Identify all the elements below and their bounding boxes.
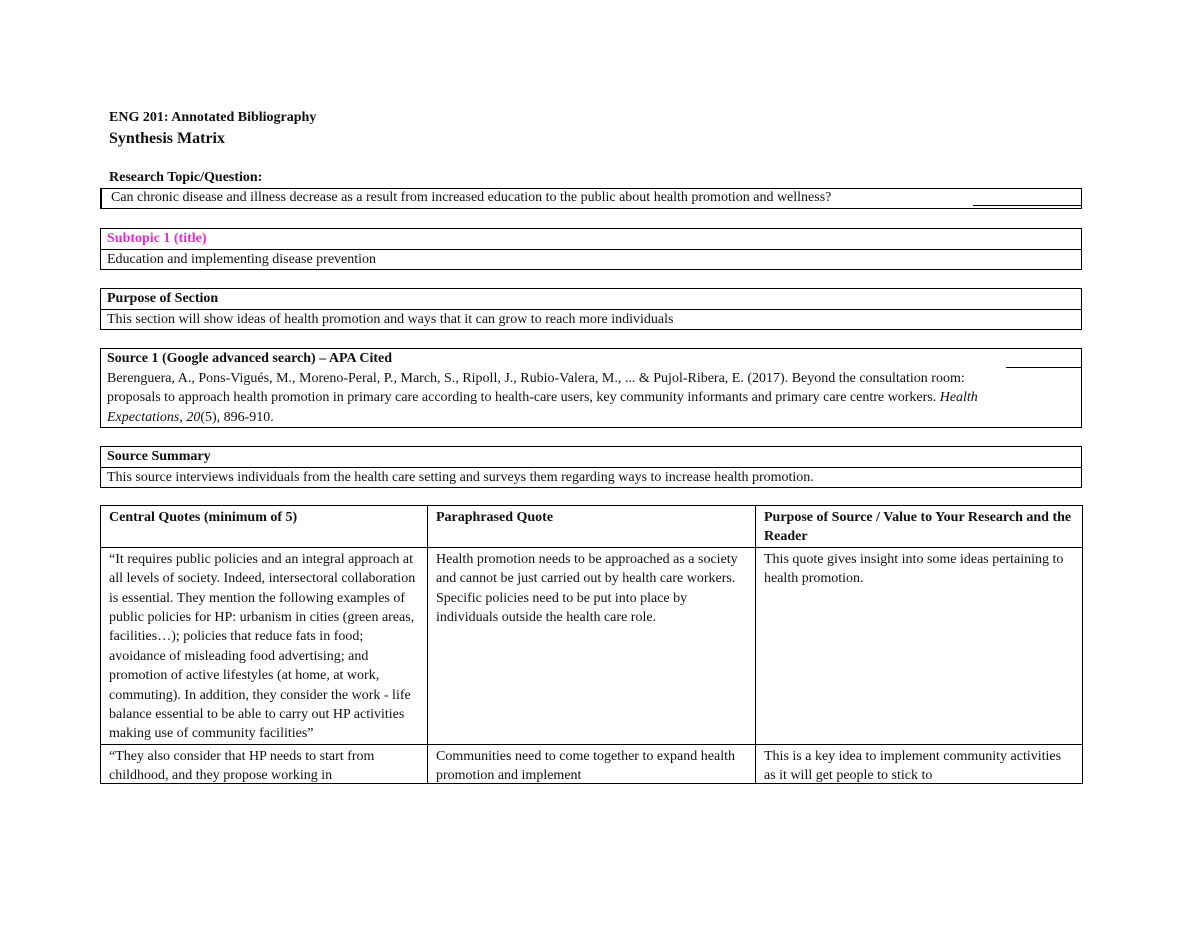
table-row [101, 744, 1083, 783]
purpose-box [100, 288, 1082, 330]
source-citation [101, 369, 1081, 428]
purpose-cell-text: This is a key idea to implement community activities as it will get people to stick to [764, 748, 1062, 783]
purpose-cell [756, 744, 1083, 783]
course-title: ENG 201: Annotated Bibliography [109, 110, 317, 125]
source-box [100, 348, 1082, 428]
citation-authors-title: Berenguera, A., Pons-Vigués, M., Moreno-Peral, P., March, S., Ripoll, J., Rubio-Valera, M., ... & Pujol-Ribera, E. (2017). Beyond the consultation room: proposals to approach health promotion in primary care according to health-care users, key community informants and primary care centre workers. [107, 370, 965, 405]
paraphrase-cell [428, 744, 756, 783]
subtopic-box [100, 228, 1082, 270]
quote-cell: “It requires public policies and an integral approach at all levels of society. Indeed, intersectoral collaboration is essential. They mention the following examples of public policies for HP: urbanism in cities (green areas, facilities…); policies that reduce fats in food; avoidance of misleading food advertising; and promotion of active lifestyles (at home, at work, commuting). In addition, they consider the work - life balance essential to be able to carry out HP activities making use of community facilities” [101, 547, 428, 744]
research-question-underline [973, 205, 1081, 206]
research-topic-label: Research Topic/Question: [109, 170, 263, 185]
purpose-label: Purpose of Section [107, 291, 219, 306]
synthesis-matrix-table [100, 505, 1083, 784]
research-question-top-rule [101, 188, 1081, 189]
subtopic-label: Subtopic 1 (title) [107, 231, 207, 246]
summary-label: Source Summary [107, 449, 211, 464]
document-title: Synthesis Matrix [109, 130, 225, 147]
research-question-left-tick [100, 188, 102, 209]
column-header-quotes: Central Quotes (minimum of 5) [101, 506, 428, 548]
purpose-cell: This quote gives insight into some ideas pertaining to health promotion. [756, 547, 1083, 744]
column-header-purpose: Purpose of Source / Value to Your Research and the Reader [756, 506, 1083, 548]
quote-cell [101, 744, 428, 783]
quote-cell-text: “They also consider that HP needs to start from childhood, and they propose working in [109, 748, 375, 783]
citation-separator: , [179, 409, 187, 425]
summary-box [100, 446, 1082, 488]
table-row [101, 547, 1083, 744]
paraphrase-cell-text: Communities need to come together to expand health promotion and implement [436, 748, 735, 783]
subtopic-value: Education and implementing disease prevention [101, 249, 1081, 270]
research-question-box [100, 188, 1082, 209]
citation-journal: Health Expectations [107, 390, 978, 425]
column-header-paraphrase: Paraphrased Quote [428, 506, 756, 548]
citation-volume: 20 [186, 409, 201, 425]
research-question-text: Can chronic disease and illness decrease as a result from increased education to the public about health promotion and wellness? [111, 190, 832, 205]
summary-value: This source interviews individuals from the health care setting and surveys them regarding ways to increase health promotion. [101, 467, 1081, 488]
source-label: Source 1 (Google advanced search) – APA Cited [107, 351, 393, 366]
source-header-rule [1006, 367, 1081, 368]
matrix-header-row [101, 506, 1083, 548]
purpose-value: This section will show ideas of health promotion and ways that it can grow to reach more individuals [101, 309, 1081, 330]
paraphrase-cell: Health promotion needs to be approached as a society and cannot be just carried out by health care workers. Specific policies need to be put into place by individuals outside the health care role. [428, 547, 756, 744]
citation-issue-pages: (5), 896-910. [200, 409, 274, 425]
